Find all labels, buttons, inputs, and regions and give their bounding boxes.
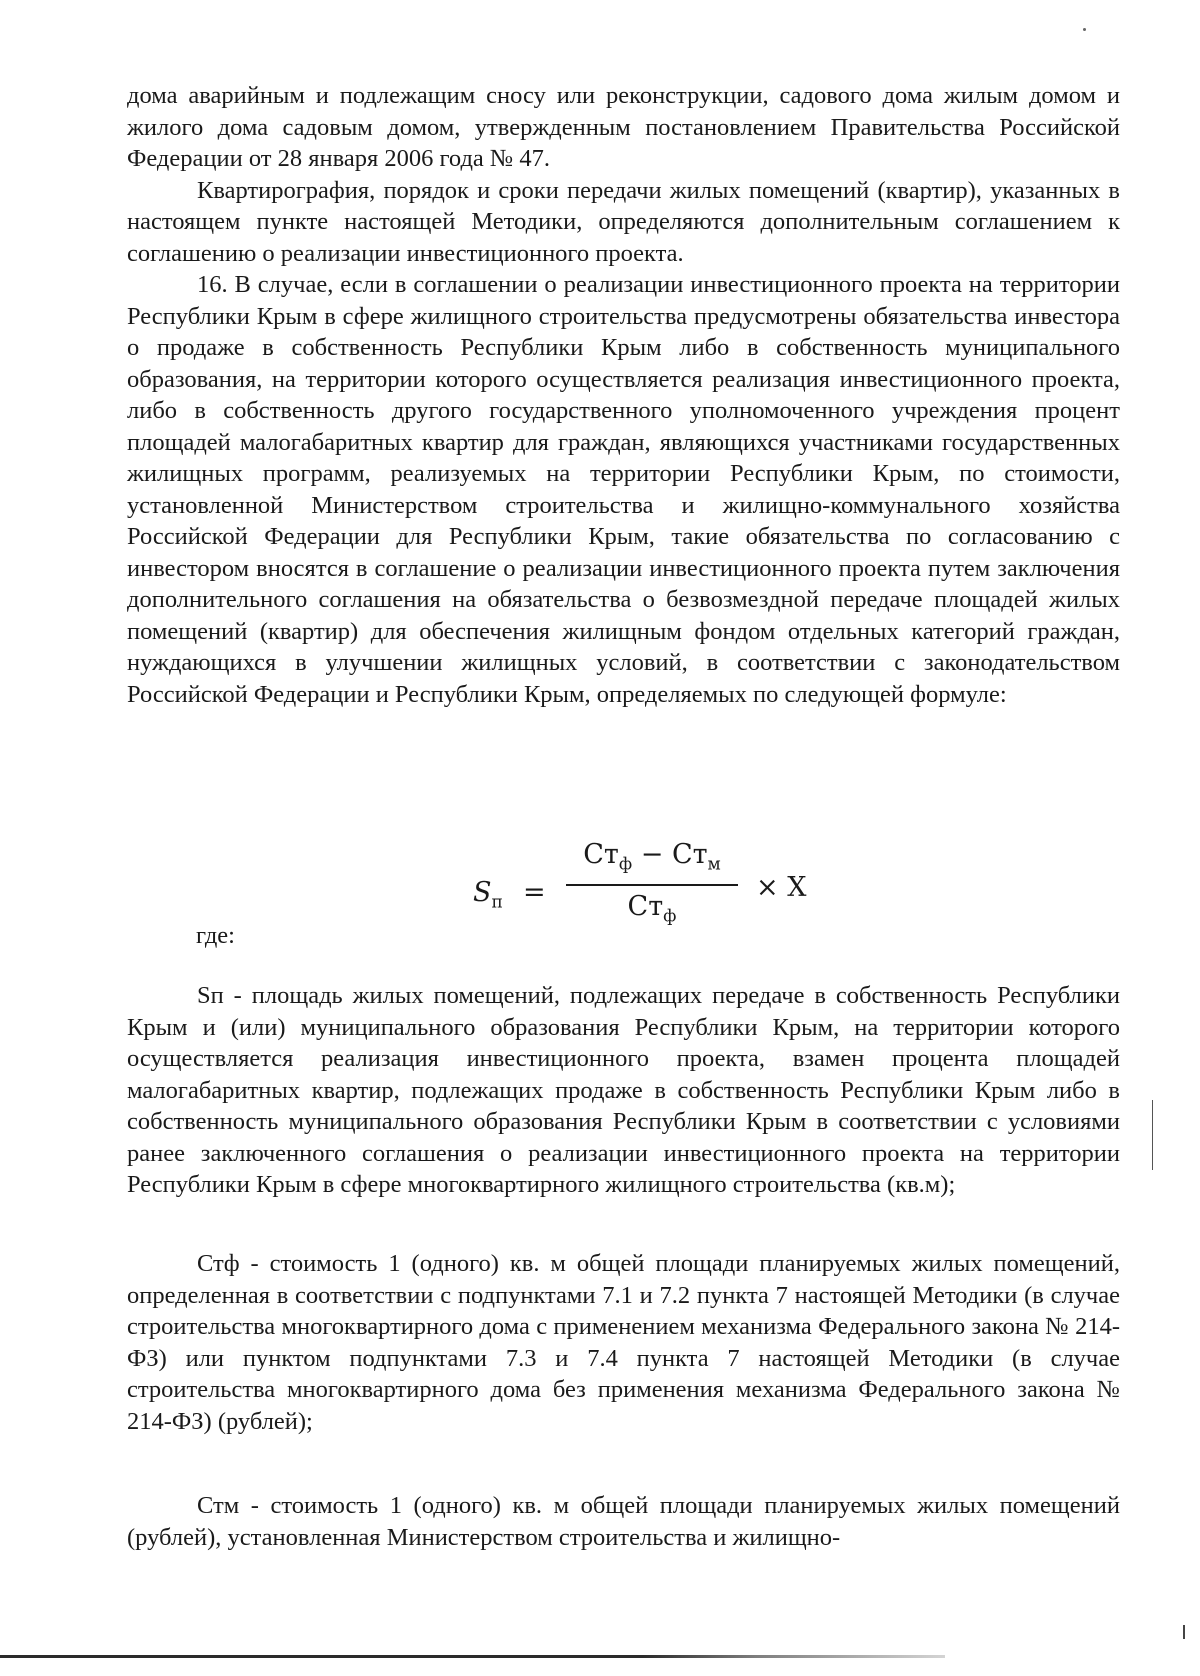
definition-stf — [127, 1248, 1120, 1437]
body-text-top — [127, 80, 1120, 710]
scan-margin-mark — [1152, 1100, 1153, 1170]
definition-stf-text: Стф - стоимость 1 (одного) кв. м общей площади планируемых жилых помещений, определенная в соответствии с подпунктами 7.1 и 7.2 пункта 7 настоящей Методики (в случае строительства многоквартирного дома с применением механизма Федерального закона № 214-ФЗ) или пунктом подпунктами 7.3 и 7.4 пункта 7 настоящей Методики (в случае строительства многоквартирного дома без применения механизма Федерального закона № 214-ФЗ) (рублей); — [127, 1250, 1120, 1435]
definition-stm — [127, 1490, 1120, 1553]
formula-numerator: $Ст_ф - Ст_м$ — [583, 839, 721, 875]
formula-fraction-bar — [566, 884, 738, 886]
formula-denominator: $Ст_ф$ — [627, 891, 677, 927]
paragraph-continuation: дома аварийным и подлежащим сносу или реконструкции, садового дома жилым домом и жилого дома садовым домом, утвержденным постановлением Правительства Российской Федерации от 28 января 2006 года № 47. — [127, 82, 1120, 172]
definition-sp-text: Sп - площадь жилых помещений, подлежащих передаче в собственность Республики Крым и (или) муниципального образования Республики Крым, на территории которого осуществляется реализация инвестиционного проекта, взамен процента площадей малогабаритных квартир, подлежащих продаже в собственность Республики Крым либо в собственность муниципального образования Республики Крым в соответствии с условиями ранее заключенного соглашения о реализации инвестиционного проекта на территории Республики Крым в сфере многоквартирного жилищного строительства (кв.м); — [127, 982, 1120, 1198]
formula-multiplier: × X — [756, 872, 807, 903]
area-formula — [473, 835, 807, 935]
scan-edge-tick — [1183, 1625, 1185, 1639]
scan-bottom-rule — [0, 1655, 945, 1658]
paragraph-clause-16: 16. В случае, если в соглашении о реализации инвестиционного проекта на территории Республики Крым в сфере жилищного строительства предусмотрены обязательства инвестора о продаже в собственность Республики Крым либо в собственность муниципального образования, на территории которого осуществляется реализация инвестиционного проекта, либо в собственность другого государственного уполномоченного учреждения процент площадей малогабаритных квартир для граждан, являющихся участниками государственных жилищных программ, реализуемых на территории Республики Крым, по стоимости, установленной Министерством строительства и жилищно-коммунального хозяйства Российской Федерации для Республики Крым, такие обязательства по согласованию с инвестором вносятся в соглашение о реализации инвестиционного проекта путем заключения дополнительного соглашения на обязательства о безвозмездной передаче площадей жилых помещений (квартир) для обеспечения жилищным фондом отдельных категорий граждан, нуждающихся в улучшении жилищных условий, в соответствии с законодательством Российской Федерации и Республики Крым, определяемых по следующей формуле: — [127, 271, 1120, 708]
where-label: где: — [196, 922, 235, 949]
formula-equals: = — [523, 877, 546, 908]
definition-stm-text: Стм - стоимость 1 (одного) кв. м общей площади планируемых жилых помещений (рублей), установленная Министерством строительства и жилищно- — [127, 1492, 1120, 1551]
formula-lhs: $S_п$ — [473, 877, 503, 913]
scan-corner-dot — [1083, 28, 1086, 31]
paragraph-apartment-layout: Квартирография, порядок и сроки передачи жилых помещений (квартир), указанных в настоящем пункте настоящей Методики, определяются дополнительным соглашением к соглашению о реализации инвестиционного проекта. — [127, 176, 1120, 267]
definition-sp — [127, 980, 1120, 1201]
